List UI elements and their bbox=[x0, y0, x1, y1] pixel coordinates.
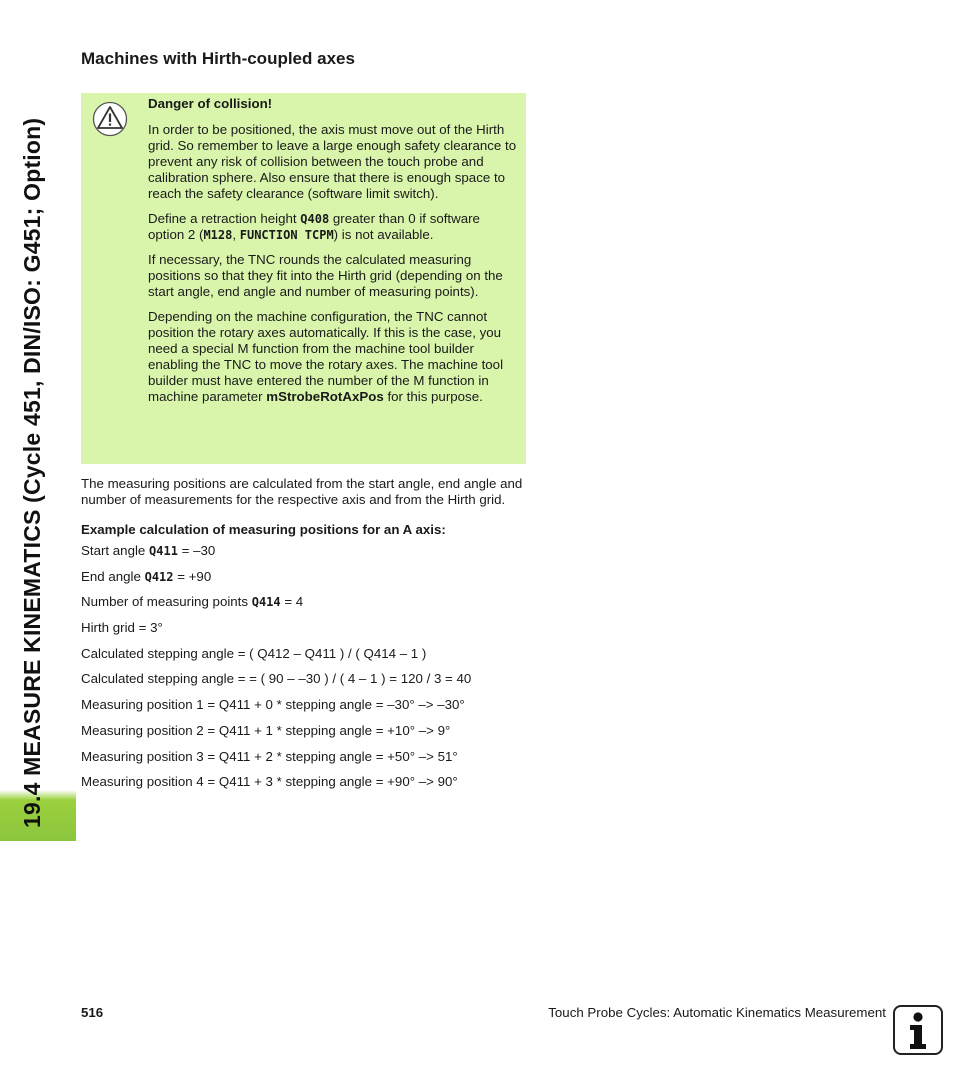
warning-triangle-icon bbox=[92, 101, 128, 137]
code-function-tcpm: FUNCTION TCPM bbox=[239, 228, 334, 242]
example-start-angle: Start angle Q411 = –30 bbox=[81, 543, 216, 558]
warning-text bbox=[148, 93, 518, 414]
code-q408: Q408 bbox=[300, 212, 330, 226]
example-position-4: Measuring position 4 = Q411 + 3 * stepping angle = +90° –> 90° bbox=[81, 774, 458, 790]
chapter-side-title: 19.4 MEASURE KINEMATICS (Cycle 451, DIN/ISO: G451; Option) bbox=[19, 117, 45, 828]
warning-paragraph-1: In order to be positioned, the axis must move out of the Hirth grid. So remember to leave a large enough safety clearance to prevent any risk of collision between the touch probe and calibration sphere. Also ensure that there is enough space to reach the safety clearance (software limit switch). bbox=[148, 122, 517, 201]
example-end-angle: End angle Q412 = +90 bbox=[81, 568, 212, 584]
footer-book-title: Touch Probe Cycles: Automatic Kinematics Measurement bbox=[548, 1005, 886, 1020]
example-calc-result: Calculated stepping angle = = ( 90 – –30 ) / ( 4 – 1 ) = 120 / 3 = 40 bbox=[81, 671, 472, 687]
main-body bbox=[81, 476, 526, 800]
example-position-2: Measuring position 2 = Q411 + 1 * stepping angle = +10° –> 9° bbox=[81, 722, 451, 738]
warning-title: Danger of collision! bbox=[148, 96, 273, 111]
example-calc-formula: Calculated stepping angle = ( Q412 – Q411 ) / ( Q414 – 1 ) bbox=[81, 645, 427, 661]
example-hirth-grid: Hirth grid = 3° bbox=[81, 620, 163, 636]
collision-warning-box bbox=[81, 93, 526, 464]
section-heading: Machines with Hirth-coupled axes bbox=[81, 49, 355, 68]
info-icon bbox=[893, 1005, 943, 1055]
param-mstroberotaxpos: mStrobeRotAxPos bbox=[266, 389, 384, 404]
example-title: Example calculation of measuring positions for an A axis: bbox=[81, 522, 446, 537]
intro-paragraph: The measuring positions are calculated from the start angle, end angle and number of measurements for the respective axis and from the Hirth grid. bbox=[81, 476, 523, 507]
example-position-1: Measuring position 1 = Q411 + 0 * stepping angle = –30° –> –30° bbox=[81, 697, 465, 713]
warning-paragraph-2: Define a retraction height Q408 greater than 0 if software option 2 (M128, FUNCTION TCPM) is not available. bbox=[148, 211, 480, 242]
example-number-points: Number of measuring points Q414 = 4 bbox=[81, 594, 304, 610]
example-position-3: Measuring position 3 = Q411 + 2 * stepping angle = +50° –> 51° bbox=[81, 748, 458, 764]
code-m128: M128 bbox=[203, 228, 233, 242]
page-number: 516 bbox=[81, 1005, 104, 1020]
warning-paragraph-4: Depending on the machine configuration, the TNC cannot position the rotary axes automatically. If this is the case, you need a special M function from the machine tool builder enabling the TNC to move the rotary axes. The machine tool builder must have entered the number of the M function in machine parameter mStrobeRotAxPos for this purpose. bbox=[148, 309, 504, 404]
warning-paragraph-3: If necessary, the TNC rounds the calculated measuring positions so that they fit into the Hirth grid (depending on the start angle, end angle and number of measuring points). bbox=[148, 252, 503, 299]
